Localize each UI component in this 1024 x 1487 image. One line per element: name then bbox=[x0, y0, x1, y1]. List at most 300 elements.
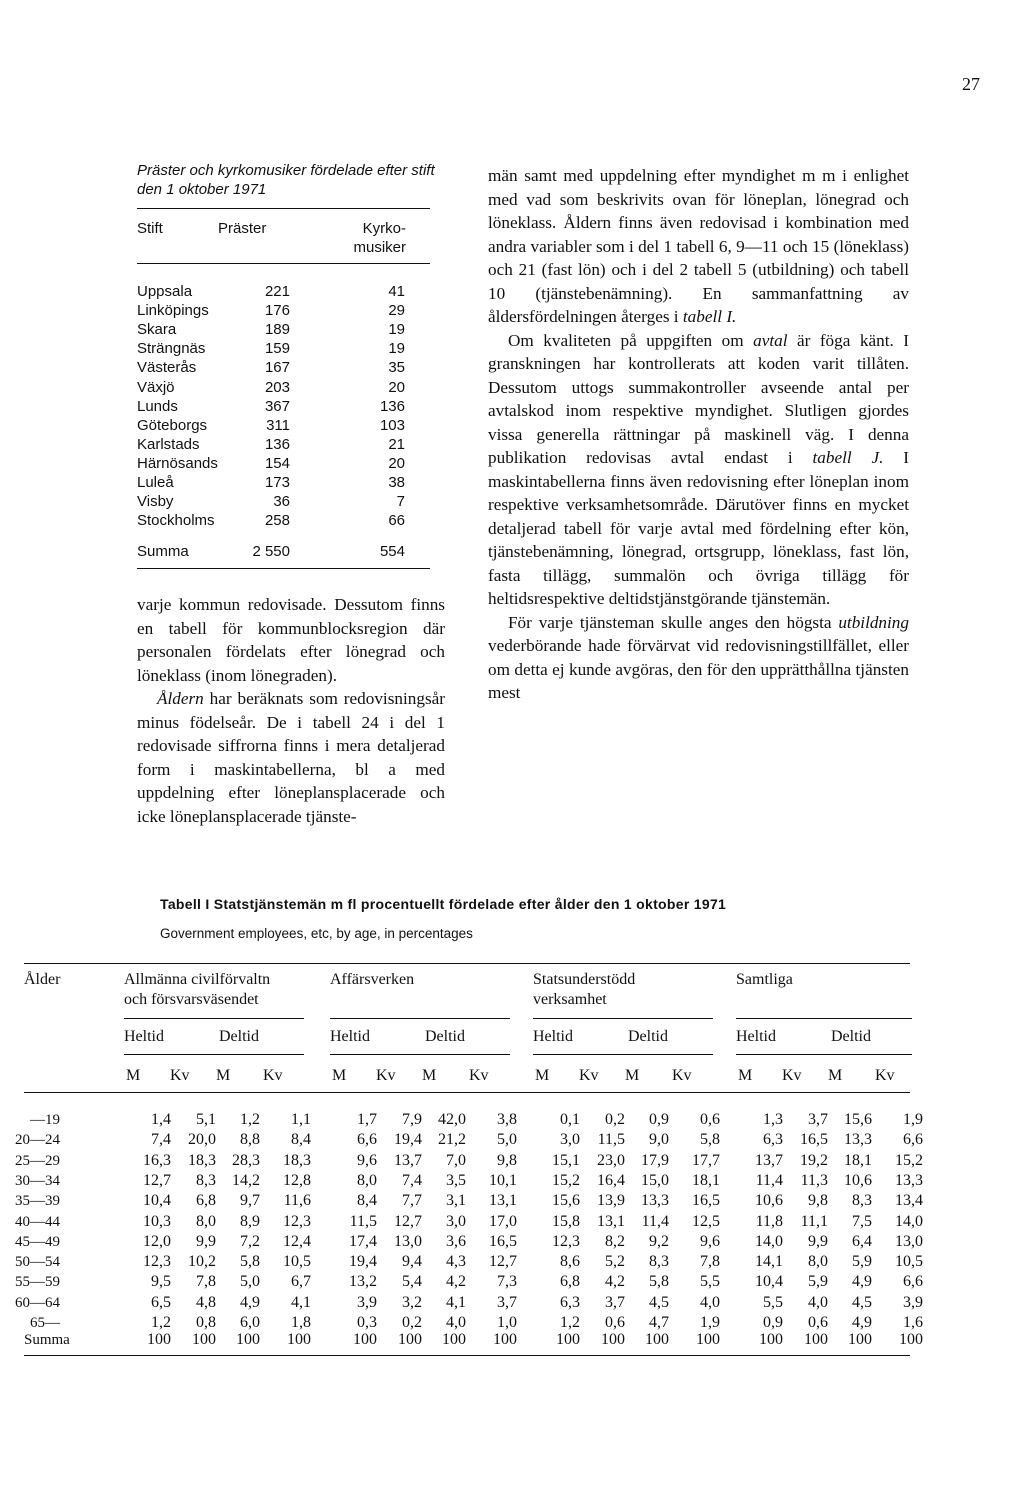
table2-cell: 4,2 bbox=[605, 1273, 625, 1291]
table2-deltid-label: Deltid bbox=[219, 1028, 259, 1045]
table1-row bbox=[137, 473, 405, 492]
table2-cell: 6,6 bbox=[357, 1131, 377, 1149]
table2-cell: 19,4 bbox=[394, 1131, 422, 1149]
table1-cell-praster: 203 bbox=[264, 378, 290, 396]
table1-summa-kyrko: 554 bbox=[379, 543, 405, 560]
right-paragraph-2-text-b: är föga känt. I granskningen har kontrollerats att koden varit tillåten. Dessutom uttogs summakontroller avseende antal per avtalskod inom respektive myndighet. Slutligen gjordes vissa generella rättningar på maskinell väg. I denna publikation redovisas avtal endast i bbox=[488, 330, 909, 467]
table2-cell: 7,5 bbox=[852, 1212, 872, 1230]
table2-cell: 11,1 bbox=[800, 1212, 828, 1230]
table1-row bbox=[137, 416, 405, 435]
table2-cell: 3,9 bbox=[357, 1293, 377, 1311]
table2-cell: 1,6 bbox=[903, 1314, 923, 1331]
table2-cell: 7,0 bbox=[446, 1151, 466, 1169]
table2-cell: 100 bbox=[192, 1331, 216, 1348]
table2-cell: 13,7 bbox=[394, 1151, 422, 1169]
table2-cell: 5,8 bbox=[240, 1253, 260, 1271]
table1-bottom-rule bbox=[137, 568, 430, 569]
table2-heltid-label: Heltid bbox=[736, 1028, 776, 1045]
table1-cell-praster: 136 bbox=[264, 435, 290, 453]
table2-cell: 12,3 bbox=[283, 1212, 311, 1230]
table2-cell: 8,3 bbox=[852, 1192, 872, 1210]
table2-cell: 14,0 bbox=[755, 1232, 783, 1250]
table2-cell: 9,6 bbox=[700, 1232, 720, 1250]
table2-cell: 100 bbox=[601, 1331, 625, 1348]
table2-cell: 5,8 bbox=[649, 1273, 669, 1291]
table2-cell: 3,2 bbox=[402, 1293, 422, 1311]
table2-top-rule bbox=[24, 963, 910, 964]
table1-row bbox=[137, 282, 405, 301]
table2-cell: 1,4 bbox=[151, 1111, 171, 1128]
table2-kv-label: Kv bbox=[672, 1067, 692, 1084]
table2-cell: 6,7 bbox=[291, 1273, 311, 1291]
right-paragraph-1-emphasis: tabell I. bbox=[682, 307, 737, 326]
table1-cell-kyrko: 38 bbox=[388, 474, 405, 491]
table2-cell: 15,2 bbox=[552, 1171, 580, 1189]
table2-cell: 4,1 bbox=[291, 1293, 311, 1311]
table2-cell: 9,8 bbox=[808, 1192, 828, 1210]
table1-cell-kyrko: 7 bbox=[396, 493, 405, 511]
table1-row bbox=[137, 397, 405, 416]
table2-cell: 14,2 bbox=[232, 1171, 260, 1189]
table2-cell: 4,2 bbox=[446, 1273, 466, 1291]
table1-header-stift: Stift bbox=[137, 220, 163, 237]
table2-cell: 100 bbox=[398, 1331, 422, 1348]
table2-group-1-line2: och försvarsväsendet bbox=[124, 991, 259, 1008]
table2-kv-label: Kv bbox=[469, 1067, 489, 1084]
table2-cell: 4,0 bbox=[446, 1314, 466, 1331]
table2-cell: 15,6 bbox=[844, 1111, 872, 1128]
table2-cell: 8,4 bbox=[357, 1192, 377, 1210]
table2-cell: 16,5 bbox=[489, 1232, 517, 1250]
table2-cell: 5,0 bbox=[240, 1273, 260, 1291]
table2-deltid-label: Deltid bbox=[425, 1028, 465, 1045]
table1-row bbox=[137, 301, 405, 320]
table2-cell: 0,3 bbox=[357, 1314, 377, 1331]
table1-cell-kyrko: 20 bbox=[388, 378, 405, 396]
table2-cell: 6,8 bbox=[196, 1192, 216, 1210]
table2-cell: 7,9 bbox=[402, 1111, 422, 1128]
table2-cell: 8,3 bbox=[649, 1253, 669, 1271]
table2-bottom-rule bbox=[24, 1355, 910, 1356]
table2-cell: 3,5 bbox=[446, 1171, 466, 1189]
table1-summa-praster: 2 550 bbox=[252, 543, 290, 560]
table2-cell: 9,2 bbox=[649, 1232, 669, 1250]
table2-cell: 7,8 bbox=[196, 1273, 216, 1291]
table2-cell: 100 bbox=[493, 1331, 517, 1348]
table2-heltid-label: Heltid bbox=[533, 1028, 573, 1045]
table2-cell: 15,0 bbox=[641, 1171, 669, 1189]
table1-row bbox=[137, 378, 405, 397]
table2-cell: 3,1 bbox=[446, 1192, 466, 1210]
table2-cell: 5,4 bbox=[402, 1273, 422, 1291]
table1-cell-stift: Linköpings bbox=[137, 302, 209, 320]
table2-group-3-line2: verksamhet bbox=[533, 991, 607, 1008]
table2-cell: 11,4 bbox=[755, 1171, 783, 1189]
table2-cell: 6,4 bbox=[852, 1232, 872, 1250]
right-paragraph-2 bbox=[488, 329, 909, 611]
table2-m-label: M bbox=[216, 1067, 231, 1084]
table2-heltid-deltid-rule-4 bbox=[736, 1054, 912, 1055]
table2-cell: 0,2 bbox=[605, 1111, 625, 1128]
table1-summa-label: Summa bbox=[137, 543, 189, 560]
table1-row bbox=[137, 492, 405, 511]
table2-cell: 18,3 bbox=[188, 1151, 216, 1169]
table2-cell: 6,3 bbox=[763, 1131, 783, 1149]
table2-cell: 13,3 bbox=[844, 1131, 872, 1149]
table2-cell: 1,9 bbox=[903, 1111, 923, 1128]
table2-cell: 13,2 bbox=[349, 1273, 377, 1291]
table2-cell: 10,2 bbox=[188, 1253, 216, 1271]
table2-cell: 6,3 bbox=[560, 1293, 580, 1311]
table1-cell-kyrko: 35 bbox=[388, 359, 405, 377]
left-paragraph-2-text: har beräknats som redovisningsår minus födelseår. De i tabell 24 i del 1 redovisade siffrorna finns i mera detaljerad form i maskintabellerna, bl a med uppdelning efter löneplansplacerade och icke löneplansplacerade tjänste- bbox=[137, 689, 445, 826]
table2-cell: 13,3 bbox=[641, 1192, 669, 1210]
table2-age-label: 30—34 bbox=[15, 1172, 60, 1189]
table2-cell: 12,3 bbox=[552, 1232, 580, 1250]
table2-cell: 3,7 bbox=[605, 1293, 625, 1311]
table2-cell: 4,5 bbox=[649, 1293, 669, 1311]
table2-cell: 100 bbox=[147, 1331, 171, 1348]
table2-cell: 100 bbox=[353, 1331, 377, 1348]
table2-cell: 4,5 bbox=[852, 1293, 872, 1311]
table2-cell: 10,5 bbox=[895, 1253, 923, 1271]
table2-cell: 18,3 bbox=[283, 1151, 311, 1169]
table2-cell: 13,9 bbox=[597, 1192, 625, 1210]
table2-cell: 12,3 bbox=[143, 1253, 171, 1271]
table2-cell: 100 bbox=[696, 1331, 720, 1348]
table2-cell: 9,5 bbox=[151, 1273, 171, 1291]
table2-cell: 1,7 bbox=[357, 1111, 377, 1128]
table1-cell-stift: Lunds bbox=[137, 397, 178, 415]
table2-cell: 12,4 bbox=[283, 1232, 311, 1250]
table2-cell: 8,0 bbox=[808, 1253, 828, 1271]
table2-cell: 5,5 bbox=[700, 1273, 720, 1291]
table2-cell: 0,6 bbox=[605, 1314, 625, 1331]
table2-cell: 12,7 bbox=[143, 1171, 171, 1189]
table2-heltid-label: Heltid bbox=[330, 1028, 370, 1045]
table1-cell-stift: Visby bbox=[137, 493, 174, 511]
table2-cell: 0,2 bbox=[402, 1314, 422, 1331]
table2-heltid-label: Heltid bbox=[124, 1028, 164, 1045]
table2-cell: 13,7 bbox=[755, 1151, 783, 1169]
table2-cell: 6,6 bbox=[903, 1273, 923, 1291]
table2-cell: 4,0 bbox=[700, 1293, 720, 1311]
table1-cell-praster: 311 bbox=[266, 416, 290, 434]
table2-cell: 1,0 bbox=[497, 1314, 517, 1331]
table2-cell: 9,7 bbox=[240, 1192, 260, 1210]
table2-caption: Tabell I Statstjänstemän m fl procentuellt fördelade efter ålder den 1 oktober 1971 bbox=[160, 896, 727, 912]
table2-m-label: M bbox=[625, 1067, 640, 1084]
table2-cell: 13,4 bbox=[895, 1192, 923, 1210]
table2-cell: 8,8 bbox=[240, 1131, 260, 1149]
table2-cell: 5,2 bbox=[605, 1253, 625, 1271]
table1-row bbox=[137, 320, 405, 339]
right-paragraph-2-emphasis-1: avtal bbox=[753, 330, 788, 350]
table2-cell: 10,3 bbox=[143, 1212, 171, 1230]
table2-kv-label: Kv bbox=[263, 1067, 283, 1084]
table2-cell: 11,5 bbox=[597, 1131, 625, 1149]
table2-cell: 7,3 bbox=[497, 1273, 517, 1291]
table2-age-label: 60—64 bbox=[15, 1294, 60, 1311]
table2-cell: 1,2 bbox=[240, 1111, 260, 1128]
table1-cell-praster: 36 bbox=[273, 493, 290, 511]
table2-m-label: M bbox=[535, 1067, 550, 1084]
table2-cell: 23,0 bbox=[597, 1151, 625, 1169]
table2-cell: 1,2 bbox=[560, 1314, 580, 1331]
table2-cell: 11,8 bbox=[755, 1212, 783, 1230]
table2-heltid-deltid-rule-3 bbox=[533, 1054, 713, 1055]
table2-cell: 20,0 bbox=[188, 1131, 216, 1149]
table2-cell: 7,2 bbox=[240, 1232, 260, 1250]
table2-cell: 4,9 bbox=[240, 1293, 260, 1311]
right-paragraph-2-text-c: I maskintabellerna finns även redovisning efter löneplan inom respektive verksamhetsområde. Därutöver finns en mycket detaljerad tabell för varje avtal med fördelning efter kön, tjänstebenämning, lönegrad, ortsgrupp, löneklass, fast lön, fasta tillägg, summalön och övriga tillägg för heltidsrespektive deltidstjänstgörande tjänstemän. bbox=[488, 448, 909, 608]
table2-cell: 0,9 bbox=[763, 1314, 783, 1331]
table2-cell: 19,4 bbox=[349, 1253, 377, 1271]
table1-cell-praster: 189 bbox=[264, 321, 290, 339]
table2-cell: 1,8 bbox=[291, 1314, 311, 1331]
table2-cell: 8,0 bbox=[357, 1171, 377, 1189]
table2-kv-label: Kv bbox=[376, 1067, 396, 1084]
table2-cell: 28,3 bbox=[232, 1151, 260, 1169]
table2-cell: 100 bbox=[287, 1331, 311, 1348]
table2-cell: 0,8 bbox=[196, 1314, 216, 1331]
table1-cell-stift: Luleå bbox=[137, 474, 174, 491]
table2-cell: 4,9 bbox=[852, 1273, 872, 1291]
table2-age-label: —19 bbox=[30, 1112, 60, 1128]
table2-cell: 12,7 bbox=[394, 1212, 422, 1230]
table2-m-label: M bbox=[332, 1067, 347, 1084]
table1-row bbox=[137, 511, 405, 530]
table1-cell-kyrko: 19 bbox=[388, 321, 405, 339]
table2-cell: 15,2 bbox=[895, 1151, 923, 1169]
table2-cell: 18,1 bbox=[844, 1151, 872, 1169]
table2-cell: 100 bbox=[759, 1331, 783, 1348]
table1-cell-praster: 176 bbox=[264, 302, 290, 320]
table2-group-2-rule bbox=[330, 1018, 510, 1019]
table2-cell: 16,5 bbox=[692, 1192, 720, 1210]
table2-cell: 13,3 bbox=[895, 1171, 923, 1189]
table2-cell: 4,0 bbox=[808, 1293, 828, 1311]
table1-row bbox=[137, 435, 405, 454]
table2-cell: 3,0 bbox=[446, 1212, 466, 1230]
table2-cell: 16,4 bbox=[597, 1171, 625, 1189]
table2-cell: 7,7 bbox=[402, 1192, 422, 1210]
table2-cell: 9,4 bbox=[402, 1253, 422, 1271]
table2-heltid-deltid-rule-1 bbox=[124, 1054, 304, 1055]
table2-cell: 1,3 bbox=[763, 1111, 783, 1128]
table2-cell: 5,8 bbox=[700, 1131, 720, 1149]
table2-cell: 9,9 bbox=[196, 1232, 216, 1250]
table2-cell: 17,9 bbox=[641, 1151, 669, 1169]
table2-cell: 17,0 bbox=[489, 1212, 517, 1230]
table1-cell-kyrko: 20 bbox=[388, 454, 405, 472]
table1-row bbox=[137, 454, 405, 473]
table2-cell: 9,0 bbox=[649, 1131, 669, 1149]
table2-group-4-line1: Samtliga bbox=[736, 971, 793, 988]
table2-cell: 8,6 bbox=[560, 1253, 580, 1271]
table2-age-label: 20—24 bbox=[15, 1132, 60, 1149]
table2-header-rule bbox=[24, 1092, 910, 1093]
table1-cell-stift: Västerås bbox=[137, 359, 197, 377]
table2-cell: 10,6 bbox=[844, 1171, 872, 1189]
table2-cell: 1,1 bbox=[291, 1111, 311, 1128]
table2-cell: 4,9 bbox=[852, 1314, 872, 1331]
table2-cell: 6,5 bbox=[151, 1293, 171, 1311]
table2-age-label: 50—54 bbox=[15, 1254, 60, 1271]
table2-cell: 6,0 bbox=[240, 1314, 260, 1331]
table2-age-label: 35—39 bbox=[15, 1193, 60, 1210]
table2-cell: 0,9 bbox=[649, 1111, 669, 1128]
table2-cell: 0,6 bbox=[700, 1111, 720, 1128]
table1-cell-praster: 167 bbox=[264, 359, 290, 377]
table2-cell: 5,5 bbox=[763, 1293, 783, 1311]
table2-cell: 13,1 bbox=[597, 1212, 625, 1230]
table2-group-3-rule bbox=[533, 1018, 713, 1019]
table2-kv-label: Kv bbox=[875, 1067, 895, 1084]
table1-cell-stift: Karlstads bbox=[137, 435, 200, 453]
table2-kv-label: Kv bbox=[170, 1067, 190, 1084]
table2-cell: 10,5 bbox=[283, 1253, 311, 1271]
table2-cell: 17,4 bbox=[349, 1232, 377, 1250]
right-paragraph-1-text: män samt med uppdelning efter myndighet m m i enlighet med vad som beskrivits ovan för löneplan, lönegrad och löneklass. Åldern finns även redovisad i kombination med andra variabler som i del 1 tabell 6, 9—11 och 15 (löneklass) och 21 (fast lön) och i del 2 tabell 5 (utbildning) och tabell 10 (tjänstebenämning). En sammanfattning av åldersfördelningen återges i bbox=[488, 166, 909, 326]
table1-summa-row bbox=[137, 542, 405, 561]
table2-cell: 7,8 bbox=[700, 1253, 720, 1271]
left-paragraph-1: varje kommun redovisade. Dessutom finns en tabell för kommunblocksregion där personalen fördelats efter lönegrad och löneklass (inom lönegraden). bbox=[137, 595, 445, 685]
table2-age-label: 45—49 bbox=[15, 1233, 60, 1250]
table1-row bbox=[137, 358, 405, 377]
table2-cell: 5,1 bbox=[196, 1111, 216, 1128]
table2-cell: 4,3 bbox=[446, 1253, 466, 1271]
table2-cell: 100 bbox=[848, 1331, 872, 1348]
table2-group-3-line1: Statsunderstödd bbox=[533, 971, 636, 988]
table2-cell: 3,9 bbox=[903, 1293, 923, 1311]
page-number: 27 bbox=[962, 74, 980, 94]
table2-cell: 12,0 bbox=[143, 1232, 171, 1250]
table2-cell: 16,3 bbox=[143, 1151, 171, 1169]
right-paragraph-2-text-a: Om kvaliteten på uppgiften om bbox=[508, 330, 754, 350]
table2-cell: 11,6 bbox=[283, 1192, 311, 1210]
table2-cell: 19,2 bbox=[800, 1151, 828, 1169]
table2-cell: 3,7 bbox=[497, 1293, 517, 1311]
table2-cell: 4,8 bbox=[196, 1293, 216, 1311]
table1-cell-kyrko: 21 bbox=[388, 435, 405, 453]
table2-group-1-rule bbox=[124, 1018, 304, 1019]
table1-cell-stift: Växjö bbox=[137, 378, 175, 396]
table2-group-1-line1: Allmänna civilförvaltn bbox=[124, 971, 271, 988]
table1-cell-kyrko: 103 bbox=[379, 416, 405, 434]
table2-cell: 11,3 bbox=[800, 1171, 828, 1189]
table2-cell: 11,5 bbox=[349, 1212, 377, 1230]
table2-cell: 14,1 bbox=[755, 1253, 783, 1271]
table2-cell: 5,0 bbox=[497, 1131, 517, 1149]
table2-age-label: 40—44 bbox=[15, 1213, 60, 1230]
table1-header-kyrko1: Kyrko- bbox=[362, 220, 406, 237]
right-paragraph-3-emphasis: utbildning bbox=[838, 612, 909, 632]
table2-cell: 100 bbox=[236, 1331, 260, 1348]
table2-cell: 17,7 bbox=[692, 1151, 720, 1169]
table1-cell-stift: Göteborgs bbox=[137, 416, 208, 434]
table2-cell: 9,6 bbox=[357, 1151, 377, 1169]
table2-subcaption: Government employees, etc, by age, in percentages bbox=[160, 926, 473, 941]
table1-cell-praster: 221 bbox=[264, 283, 290, 300]
table2-cell: 12,8 bbox=[283, 1171, 311, 1189]
table2-cell: 5,9 bbox=[852, 1253, 872, 1271]
right-paragraph-1 bbox=[488, 164, 909, 329]
table2-cell: 13,1 bbox=[489, 1192, 517, 1210]
table2-cell: 4,7 bbox=[649, 1314, 669, 1331]
table2-m-label: M bbox=[828, 1067, 843, 1084]
table1-top-rule bbox=[137, 208, 430, 209]
table1-cell-stift: Stockholms bbox=[137, 512, 215, 530]
table2-cell: 100 bbox=[899, 1331, 923, 1348]
table2-kv-label: Kv bbox=[782, 1067, 802, 1084]
table1-header-kyrko2: musiker bbox=[353, 239, 406, 256]
table2-cell: 3,6 bbox=[446, 1232, 466, 1250]
table1-header-rule bbox=[137, 263, 430, 264]
table2-cell: 10,4 bbox=[143, 1192, 171, 1210]
table2-cell: 3,0 bbox=[560, 1131, 580, 1149]
table1-cell-praster: 367 bbox=[264, 397, 290, 415]
table2-cell: 8,0 bbox=[196, 1212, 216, 1230]
table1-header-praster: Präster bbox=[218, 220, 267, 237]
table2-cell: 9,9 bbox=[808, 1232, 828, 1250]
table1-cell-stift: Strängnäs bbox=[137, 340, 206, 358]
table2-cell: 10,4 bbox=[755, 1273, 783, 1291]
table1-cell-kyrko: 19 bbox=[388, 340, 405, 358]
table2-kv-label: Kv bbox=[579, 1067, 599, 1084]
table2-cell: 12,7 bbox=[489, 1253, 517, 1271]
table1-cell-praster: 159 bbox=[264, 340, 290, 358]
left-paragraph-2-emphasis: Åldern bbox=[157, 689, 204, 708]
table2-cell: 0,6 bbox=[808, 1314, 828, 1331]
table2-m-label: M bbox=[126, 1067, 141, 1084]
table2-cell: 0,1 bbox=[560, 1111, 580, 1128]
table2-cell: 100 bbox=[804, 1331, 828, 1348]
right-column-text bbox=[488, 164, 909, 705]
right-paragraph-2-emphasis-2: tabell J. bbox=[812, 448, 884, 467]
table2-cell: 7,4 bbox=[402, 1171, 422, 1189]
table2-cell: 12,5 bbox=[692, 1212, 720, 1230]
table1-cell-kyrko: 136 bbox=[379, 397, 405, 415]
table2-cell: 3,7 bbox=[808, 1111, 828, 1128]
right-paragraph-3-text-a: För varje tjänsteman skulle anges den högsta bbox=[508, 612, 839, 632]
table2-cell: 10,1 bbox=[489, 1171, 517, 1189]
left-column-text bbox=[137, 593, 445, 828]
table2-cell: 14,0 bbox=[895, 1212, 923, 1230]
table2-cell: 13,0 bbox=[394, 1232, 422, 1250]
table2-cell: 5,9 bbox=[808, 1273, 828, 1291]
table2-m-label: M bbox=[738, 1067, 753, 1084]
table2-group-2-line1: Affärsverken bbox=[330, 971, 415, 988]
table1-title: Präster och kyrkomusiker fördelade efter stift den 1 oktober 1971 bbox=[137, 162, 435, 198]
table1-cell-praster: 154 bbox=[264, 454, 290, 472]
right-paragraph-3-text-b: vederbörande hade förvärvat vid redovisningstillfället, eller om detta ej kunde avgöras, den för den upprätthållna tjänsten mest bbox=[488, 636, 909, 702]
table1-cell-kyrko: 66 bbox=[388, 512, 405, 530]
table2-deltid-label: Deltid bbox=[628, 1028, 668, 1045]
table2-cell: 18,1 bbox=[692, 1171, 720, 1189]
table2-cell: 15,1 bbox=[552, 1151, 580, 1169]
table1-cell-praster: 258 bbox=[264, 512, 290, 530]
table2-deltid-label: Deltid bbox=[831, 1028, 871, 1045]
table2-cell: 15,8 bbox=[552, 1212, 580, 1230]
table2-cell: 21,2 bbox=[438, 1131, 466, 1149]
table2-age-label: 25—29 bbox=[15, 1152, 60, 1169]
table2-age-label: 55—59 bbox=[15, 1274, 60, 1291]
table2-cell: 100 bbox=[442, 1331, 466, 1348]
table2-cell: 15,6 bbox=[552, 1192, 580, 1210]
table2-cell: 8,3 bbox=[196, 1171, 216, 1189]
right-paragraph-3 bbox=[488, 611, 909, 705]
